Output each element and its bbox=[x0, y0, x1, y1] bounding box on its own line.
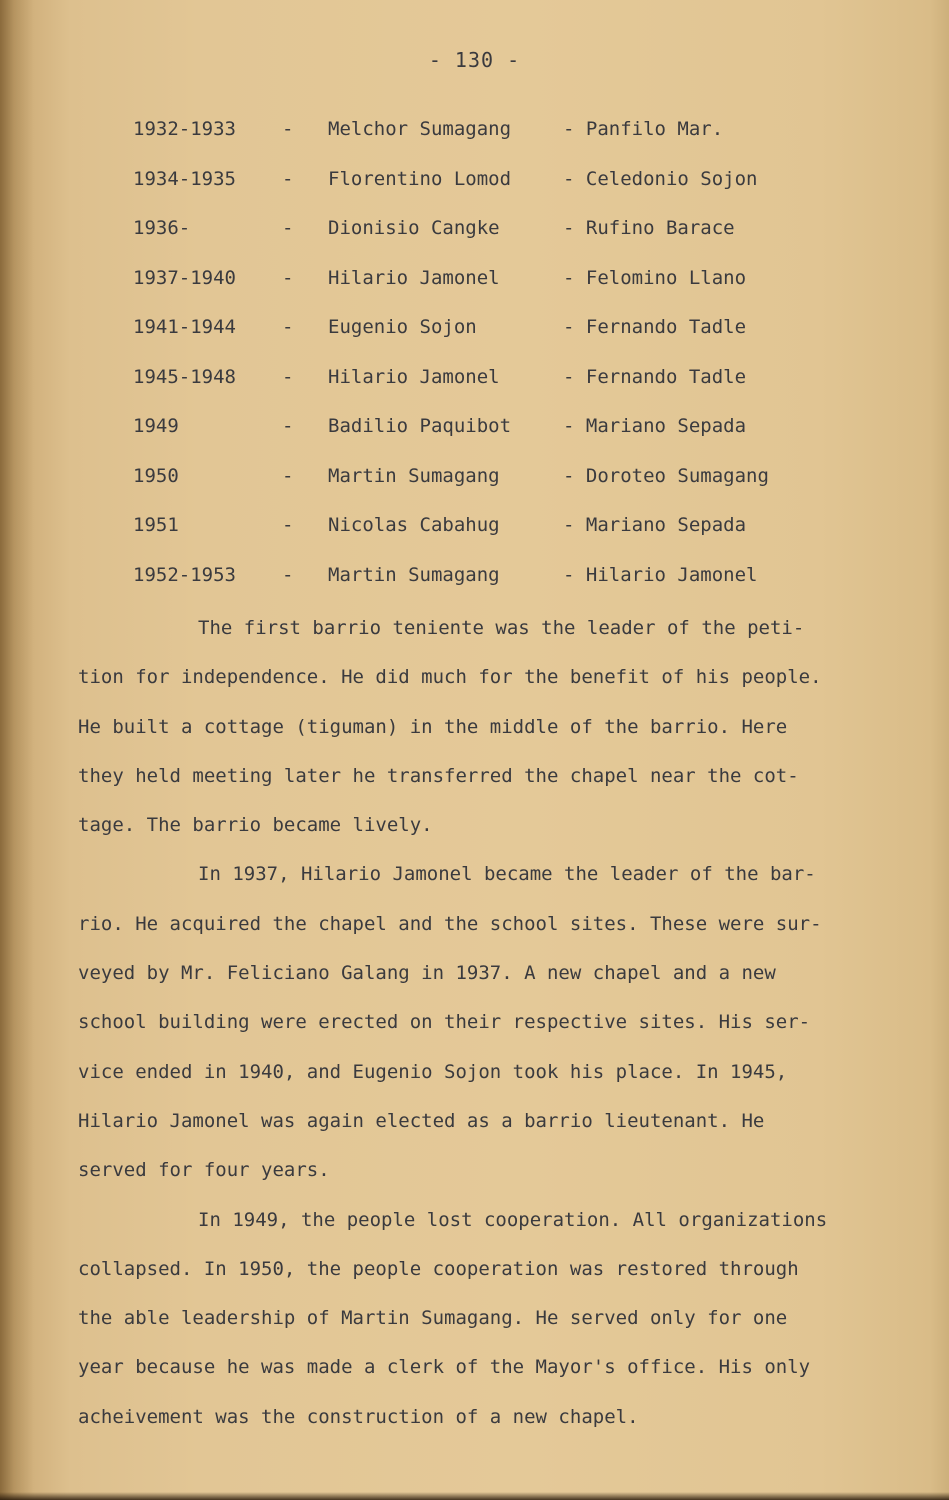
officer-dash: - bbox=[282, 464, 294, 487]
paragraph-line: In 1937, Hilario Jamonel became the leader of the bar- bbox=[198, 863, 816, 886]
officer-dash: - bbox=[282, 167, 294, 190]
officer-teniente: Eugenio Sojon bbox=[328, 316, 477, 338]
officer-second: - Panfilo Mar. bbox=[563, 118, 724, 140]
officer-dash: - bbox=[282, 217, 294, 239]
officer-years: 1941-1944 bbox=[133, 316, 236, 338]
paragraph-line: collapsed. In 1950, the people cooperation was restored through bbox=[78, 1257, 799, 1280]
page-number: - 130 - bbox=[428, 48, 521, 72]
paragraph-line: veyed by Mr. Feliciano Galang in 1937. A new chapel and a new bbox=[78, 962, 776, 985]
officer-teniente: Martin Sumagang bbox=[328, 464, 500, 487]
officer-row bbox=[0, 564, 949, 614]
officer-years: 1932-1933 bbox=[133, 118, 236, 140]
officer-second: - Hilario Jamonel bbox=[563, 563, 758, 586]
officer-teniente: Badilio Paquibot bbox=[328, 415, 512, 437]
officer-second: - Celedonio Sojon bbox=[563, 167, 758, 190]
paragraph-line: Hilario Jamonel was again elected as a barrio lieutenant. He bbox=[78, 1109, 765, 1132]
officer-row bbox=[0, 366, 949, 416]
officer-second: - Rufino Barace bbox=[563, 217, 735, 239]
paragraph-line: tage. The barrio became lively. bbox=[78, 814, 433, 837]
paragraph-line: school building were erected on their respective sites. His ser- bbox=[78, 1011, 811, 1034]
officer-row bbox=[0, 217, 949, 267]
officer-dash: - bbox=[282, 316, 294, 338]
officer-years: 1945-1948 bbox=[133, 365, 236, 388]
paragraph-line: year because he was made a clerk of the Mayor's office. His only bbox=[78, 1356, 811, 1379]
officer-teniente: Hilario Jamonel bbox=[328, 365, 500, 388]
officer-row bbox=[0, 267, 949, 317]
paragraph-line: The first barrio teniente was the leader of the peti- bbox=[198, 617, 805, 639]
officer-row bbox=[0, 168, 949, 218]
officer-teniente: Melchor Sumagang bbox=[328, 118, 512, 140]
officer-years: 1934-1935 bbox=[133, 167, 236, 190]
officer-years: 1951 bbox=[133, 514, 179, 536]
officer-second: - Mariano Sepada bbox=[563, 514, 747, 536]
officer-second: - Fernando Tadle bbox=[563, 365, 747, 388]
paragraph-line: acheivement was the construction of a new chapel. bbox=[78, 1405, 639, 1428]
officer-second: - Felomino Llano bbox=[563, 266, 747, 289]
officer-dash: - bbox=[282, 365, 294, 388]
officer-years: 1936- bbox=[133, 217, 191, 239]
officer-dash: - bbox=[282, 415, 294, 437]
officer-years: 1949 bbox=[133, 415, 179, 437]
paragraph-line: In 1949, the people lost cooperation. All organizations bbox=[198, 1208, 828, 1231]
officer-dash: - bbox=[282, 266, 294, 289]
officer-row bbox=[0, 316, 949, 366]
officer-second: - Fernando Tadle bbox=[563, 316, 747, 338]
officer-dash: - bbox=[282, 563, 294, 586]
officer-dash: - bbox=[282, 514, 294, 536]
officer-teniente: Hilario Jamonel bbox=[328, 266, 500, 289]
officer-teniente: Florentino Lomod bbox=[328, 167, 512, 190]
officer-years: 1950 bbox=[133, 464, 179, 487]
paragraph-line: tion for independence. He did much for the benefit of his people. bbox=[78, 666, 822, 689]
officer-teniente: Nicolas Cabahug bbox=[328, 514, 500, 536]
paragraph-line: served for four years. bbox=[78, 1159, 330, 1182]
officer-row bbox=[0, 465, 949, 515]
officer-list bbox=[0, 118, 949, 613]
paragraph-line: the able leadership of Martin Sumagang. He served only for one bbox=[78, 1307, 788, 1330]
paragraph-line: vice ended in 1940, and Eugenio Sojon took his place. In 1945, bbox=[78, 1060, 788, 1083]
body-text bbox=[78, 617, 878, 1455]
officer-second: - Doroteo Sumagang bbox=[563, 464, 769, 487]
officer-row bbox=[0, 514, 949, 564]
officer-dash: - bbox=[282, 118, 294, 140]
officer-second: - Mariano Sepada bbox=[563, 415, 747, 437]
paragraph-line: rio. He acquired the chapel and the school sites. These were sur- bbox=[78, 912, 822, 935]
officer-teniente: Martin Sumagang bbox=[328, 563, 500, 586]
officer-row bbox=[0, 415, 949, 465]
officer-row bbox=[0, 118, 949, 168]
officer-years: 1937-1940 bbox=[133, 266, 236, 289]
officer-teniente: Dionisio Cangke bbox=[328, 217, 500, 239]
paragraph-line: He built a cottage (tiguman) in the middle of the barrio. Here bbox=[78, 715, 788, 738]
paragraph-line: they held meeting later he transferred the chapel near the cot- bbox=[78, 764, 799, 787]
officer-years: 1952-1953 bbox=[133, 563, 236, 586]
